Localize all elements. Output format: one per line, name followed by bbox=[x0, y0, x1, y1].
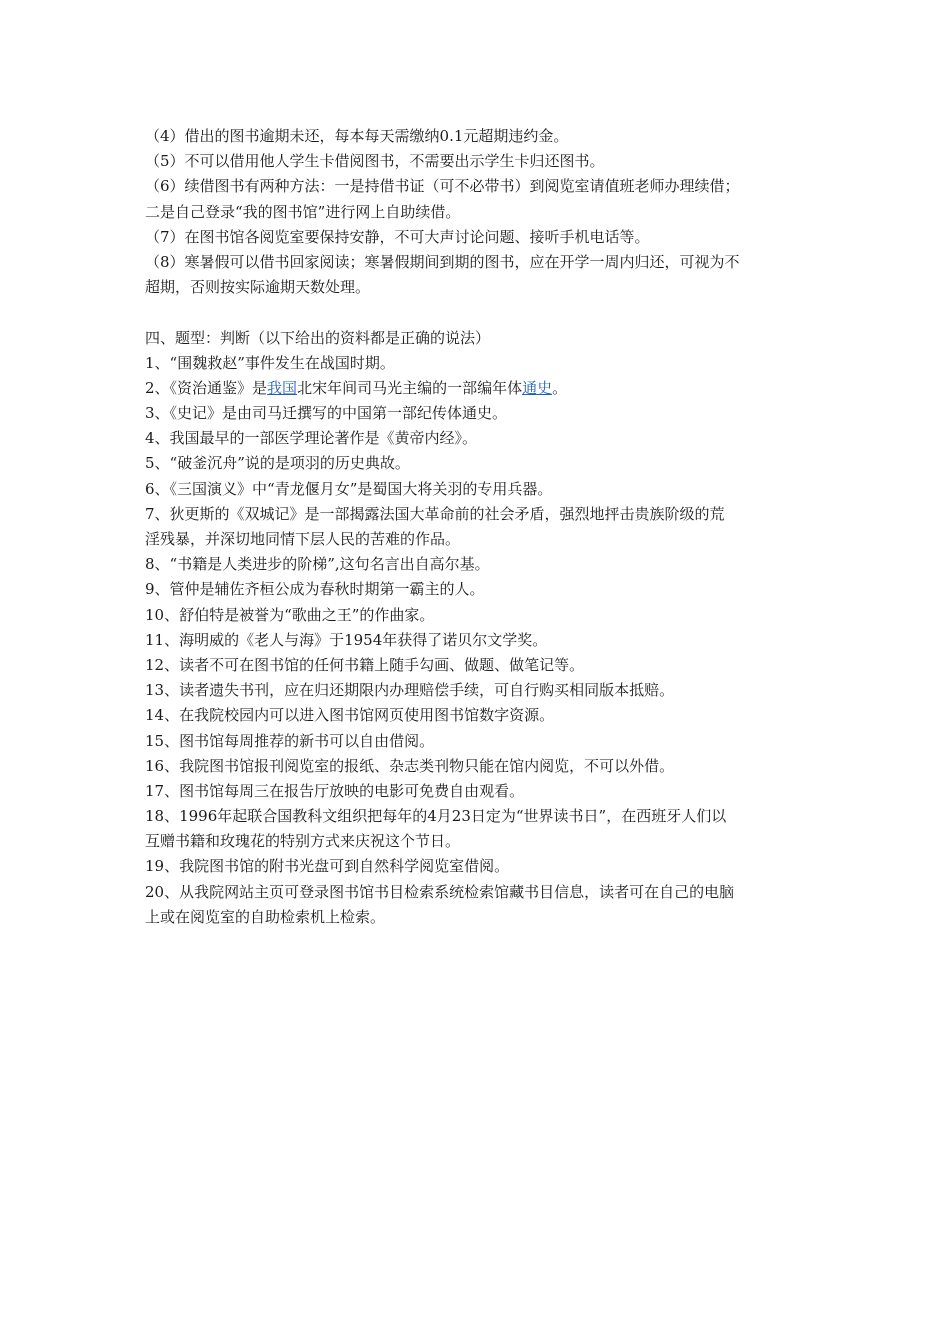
section-heading: 四、题型：判断（以下给出的资料都是正确的说法） bbox=[145, 328, 491, 347]
rule-line: （8）寒暑假可以借书回家阅读；寒暑假期间到期的图书，应在开学一周内归还，可视为不 bbox=[145, 252, 740, 271]
question-item: 11、海明威的《老人与海》于1954年获得了诺贝尔文学奖。 bbox=[145, 630, 548, 649]
question-text: 。 bbox=[552, 378, 568, 397]
rule-line: （7）在图书馆各阅览室要保持安静，不可大声讨论问题、接听手机电话等。 bbox=[145, 227, 650, 246]
rule-line: 超期，否则按实际逾期天数处理。 bbox=[145, 278, 371, 297]
question-item: 18、1996年起联合国教科文组织把每年的4月23日定为“世界读书日”，在西班牙人们以 bbox=[145, 807, 727, 826]
question-item-continued: 互赠书籍和玫瑰花的特别方式来庆祝这个节日。 bbox=[145, 832, 461, 851]
rule-line: （5）不可以借用他人学生卡借阅图书，不需要出示学生卡归还图书。 bbox=[145, 152, 605, 171]
link-tong-shi[interactable]: 通史 bbox=[522, 378, 553, 397]
rule-line: （6）续借图书有两种方法：一是持借书证（可不必带书）到阅览室请值班老师办理续借； bbox=[145, 177, 740, 196]
paragraph-spacer bbox=[145, 300, 815, 325]
question-item: 15、图书馆每周推荐的新书可以自由借阅。 bbox=[145, 731, 435, 750]
question-item: 17、图书馆每周三在报告厅放映的电影可免费自由观看。 bbox=[145, 781, 525, 800]
question-item: 12、读者不可在图书馆的任何书籍上随手勾画、做题、做笔记等。 bbox=[145, 655, 585, 674]
rule-line: 二是自己登录“我的图书馆”进行网上自助续借。 bbox=[145, 202, 461, 221]
question-item: 1、“围魏救赵”事件发生在战国时期。 bbox=[145, 353, 395, 372]
question-item: 3、《史记》是由司马迁撰写的中国第一部纪传体通史。 bbox=[145, 404, 508, 423]
question-item: 8、“书籍是人类进步的阶梯”,这句名言出自高尔基。 bbox=[145, 555, 490, 574]
question-item: 6、《三国演义》中“青龙偃月女”是蜀国大将关羽的专用兵器。 bbox=[145, 479, 553, 498]
question-item: 13、读者遗失书刊，应在归还期限内办理赔偿手续，可自行购买相同版本抵赔。 bbox=[145, 681, 675, 700]
question-item-with-links bbox=[145, 376, 815, 401]
question-text: 2、《资治通鉴》是 bbox=[145, 378, 268, 397]
question-item: 9、管仲是辅佐齐桓公成为春秋时期第一霸主的人。 bbox=[145, 580, 485, 599]
question-item: 14、在我院校园内可以进入图书馆网页使用图书馆数字资源。 bbox=[145, 706, 555, 725]
question-item-continued: 淫残暴，并深切地同情下层人民的苦难的作品。 bbox=[145, 530, 461, 548]
question-item: 16、我院图书馆报刊阅览室的报纸、杂志类刊物只能在馆内阅览，不可以外借。 bbox=[145, 756, 675, 775]
rule-line: （4）借出的图书逾期未还，每本每天需缴纳0.1元超期违约金。 bbox=[145, 127, 569, 145]
question-item: 10、舒伯特是被誉为“歌曲之王”的作曲家。 bbox=[145, 605, 435, 624]
question-item: 7、狄更斯的《双城记》是一部揭露法国大革命前的社会矛盾，强烈地抨击贵族阶级的荒 bbox=[145, 504, 725, 523]
question-item: 5、“破釜沉舟”说的是项羽的历史典故。 bbox=[145, 454, 410, 473]
document-body bbox=[145, 124, 815, 930]
question-item: 20、从我院网站主页可登录图书馆书目检索系统检索馆藏书目信息，读者可在自己的电脑 bbox=[145, 882, 735, 901]
question-item: 4、我国最早的一部医学理论著作是《黄帝内经》。 bbox=[145, 429, 478, 448]
question-text: 北宋年间司马光主编的一部编年体 bbox=[297, 378, 523, 397]
link-wo-guo[interactable]: 我国 bbox=[267, 378, 298, 397]
question-item: 19、我院图书馆的附书光盘可到自然科学阅览室借阅。 bbox=[145, 857, 510, 876]
question-item-continued: 上或在阅览室的自助检索机上检索。 bbox=[145, 907, 386, 926]
